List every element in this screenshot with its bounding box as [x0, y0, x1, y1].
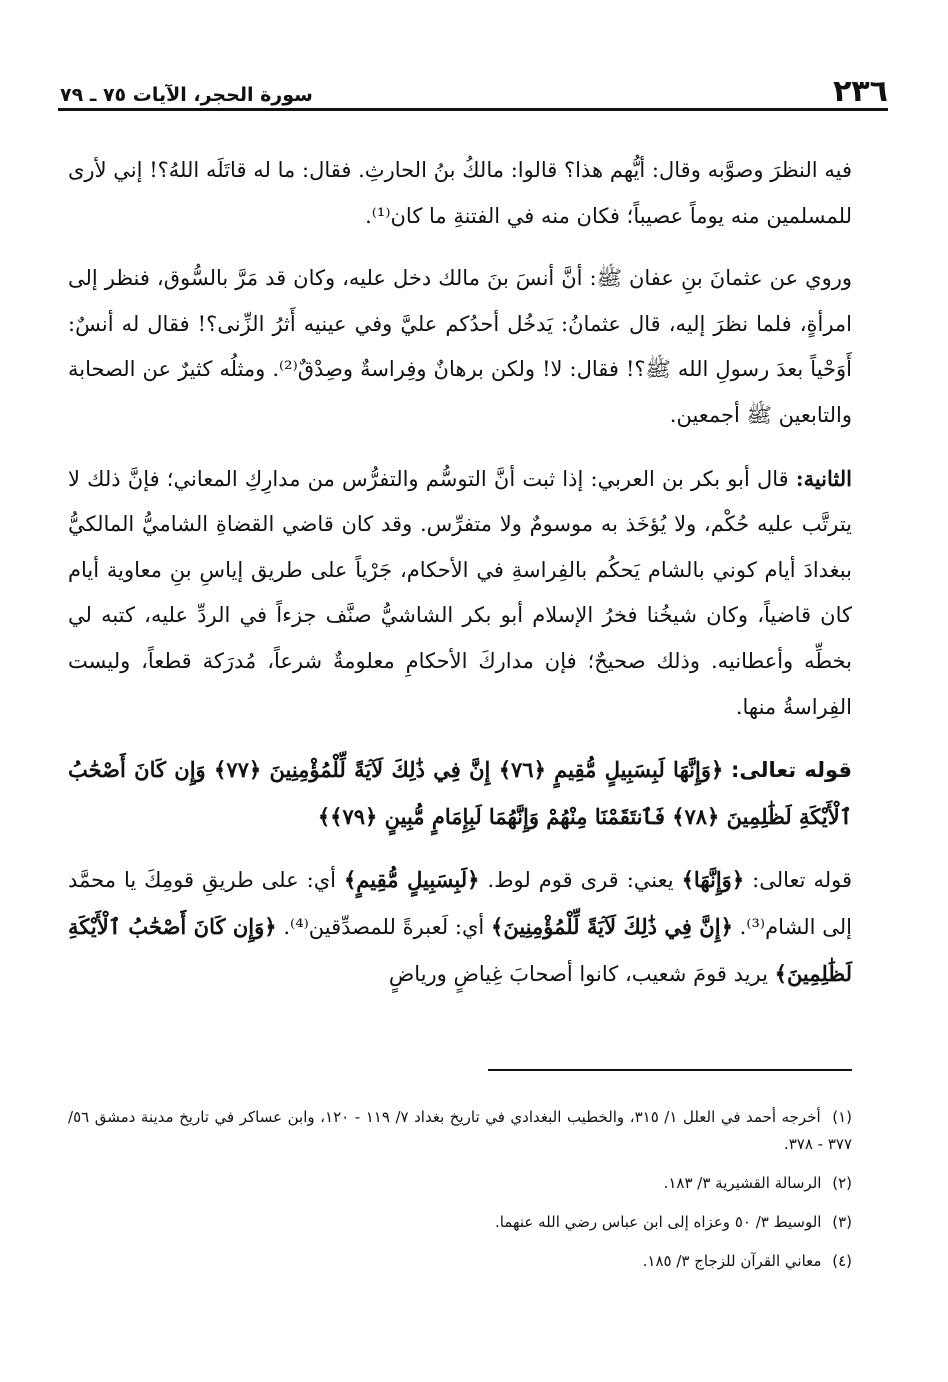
footnote-text: أخرجه أحمد في العلل ١/ ٣١٥، والخطيب البغدادي في تاريخ بغداد ٧/ ١١٩ - ١٢٠، وابن عساكر في تاريخ مدينة دمشق ٥٦/ ٣٧٧ - ٣٧٨. [68, 1108, 852, 1153]
main-text [68, 148, 852, 1014]
paragraph [68, 148, 852, 239]
commentary-text: يعني: قرى قوم لوط. [487, 868, 674, 893]
commentary-text: أي: على طريقِ قومِكَ يا محمَّد إلى الشام⁽³⁾. [68, 868, 852, 939]
page-header [60, 62, 888, 110]
quran-quote: ﴿وَإِن كَانَ أَصْحَٰبُ ٱلْأَيْكَةِ لَظَٰلِمِينَ﴾ [68, 913, 852, 986]
footnote [68, 1209, 852, 1236]
footnotes [68, 1104, 852, 1287]
footnote-number: (٢) [832, 1174, 852, 1192]
paragraph [68, 456, 852, 731]
footnote-number: (١) [832, 1108, 852, 1126]
footnote-number: (٤) [832, 1252, 852, 1270]
footnote [68, 1248, 852, 1275]
footnote-text: الرسالة القشيرية ٣/ ١٨٣. [663, 1174, 822, 1192]
footnote-rule [488, 1069, 852, 1071]
paragraph-text: قال أبو بكر بن العربي: إذا ثبت أنَّ التوسُّم والتفرُّس من مدارِكِ المعاني؛ فإنَّ ذلك لا يترتَّب عليه حُكْم، ولا يُؤخَذ به موسومٌ ولا متفرِّس. وقد كان قاضي القضاةِ الشاميُّ المالكيُّ ببغدادَ أيام كوني بالشام يَحكُم بالفِراسةِ في الأحكام، جَرْياً على طريق إياسِ بنِ معاوية أيام كان قاضياً، وكان شيخُنا فخرُ الإسلام أبو بكر الشاشيُّ صنَّف جزءاً في الردِّ عليه، كتبه لي بخطِّه وأعطانيه. وذلك صحيحٌ؛ فإن مداركَ الأحكامِ معلومةٌ شرعاً، مُدرَكة قطعاً، وليست الفِراسةُ منها. [68, 466, 852, 719]
verse-lead: قوله تعالى: [730, 758, 852, 783]
quran-verse-block [68, 747, 852, 840]
quran-quote: ﴿وَإِنَّهَا﴾ [681, 867, 745, 893]
commentary-text: يريد قومَ شعيب، كانوا أصحابَ غِياضٍ ورياضٍ [388, 961, 768, 986]
verse-text: ﴿وَإِنَّهَا لَبِسَبِيلٍ مُّقِيمٍ ﴿٧٦﴾ إِنَّ فِي ذَٰلِكَ لَآيَةً لِّلْمُؤْمِنِينَ ﴿٧٧﴾ وَإِن كَانَ أَصْحَٰبُ ٱلْأَيْكَةِ لَظَٰلِمِينَ ﴿٧٨﴾ فَٱنتَقَمْنَا مِنْهُمْ وَإِنَّهُمَا لَبِإِمَامٍ مُّبِينٍ ﴿٧٩﴾﴾ [68, 757, 852, 829]
commentary-paragraph [68, 857, 852, 997]
footnote [68, 1170, 852, 1197]
commentary-text: قوله تعالى: [752, 868, 853, 893]
footnote-number: (٣) [832, 1213, 852, 1231]
paragraph-lead: الثانية: [795, 465, 852, 491]
paragraph-text: فيه النظرَ وصوَّبه وقال: أيُّهم هذا؟ قالوا: مالكُ بنُ الحارثِ. فقال: ما له قاتَلَه اللهُ؟! إني لأرى للمسلمين منه يوماً عصيباً؛ فكان منه في الفتنةِ ما كان⁽¹⁾. [68, 158, 852, 228]
footnote-text: معاني القرآن للزجاج ٣/ ١٨٥. [642, 1252, 822, 1270]
running-title: سورة الحجر، الآيات ٧٥ ـ ٧٩ [60, 84, 313, 106]
commentary-text: أي: لَعبرةً للمصدِّقين⁽⁴⁾. [283, 914, 485, 939]
quran-quote: ﴿إِنَّ فِي ذَٰلِكَ لَآيَةً لِّلْمُؤْمِنِينَ﴾ [491, 913, 733, 939]
paragraph [68, 256, 852, 438]
quran-quote: ﴿لَبِسَبِيلٍ مُّقِيمٍ﴾ [343, 867, 480, 893]
paragraph-text: وروي عن عثمانَ بنِ عفان ﷺ: أنَّ أنسَ بنَ مالك دخل عليه، وكان قد مَرَّ بالسُّوق، فنظر إلى امرأةٍ، فلما نظرَ إليه، قال عثمانُ: يَدخُل أحدُكم عليَّ وفي عينيه أَثرُ الزِّنى؟! فقال له أنسٌ: أَوَحْياً بعدَ رسولِ الله ﷺ؟! فقال: لا! ولكن برهانٌ وفِراسةٌ وصِدْقٌ⁽²⁾. ومثلُه كثيرٌ عن الصحابة والتابعين ﷺ أجمعين. [68, 266, 852, 427]
header-rule [58, 108, 888, 111]
footnote [68, 1104, 852, 1158]
page-number: ٢٣٦ [833, 74, 888, 109]
footnote-text: الوسيط ٣/ ٥٠ وعزاه إلى ابن عباس رضي الله عنهما. [494, 1213, 822, 1231]
